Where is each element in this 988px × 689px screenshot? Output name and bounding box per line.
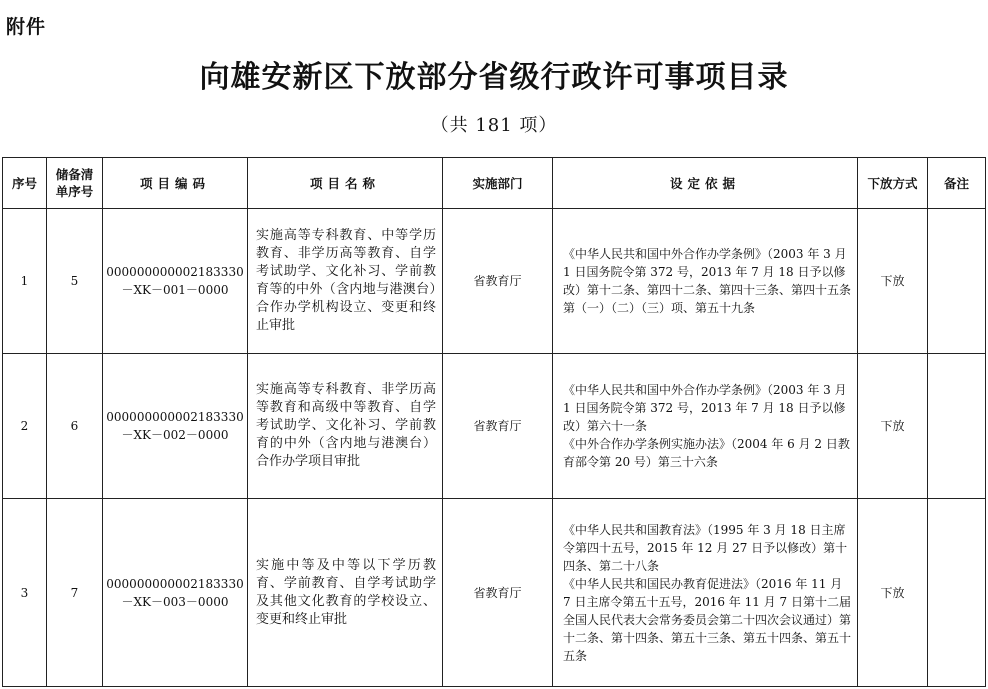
header-basis: 设定依据 — [553, 158, 858, 209]
row-basis — [553, 354, 858, 499]
row-code-line2: －XK－003－0000 — [121, 594, 229, 609]
row-remark — [928, 209, 986, 354]
row-item-name: 实施高等专科教育、中等学历教育、非学历高等教育、自学考试助学、文化补习、学前教育等的中外（含内地与港澳台）合作办学机构设立、变更和终止审批 — [248, 209, 443, 354]
table-header-row — [3, 158, 986, 209]
header-backup-seq: 储备清单序号 — [47, 158, 103, 209]
row-item-name: 实施高等专科教育、非学历高等教育和高级中等教育、自学考试助学、文化补习、学前教育的中外（含内地与港澳台）合作办学项目审批 — [248, 354, 443, 499]
row-code-line1: 000000000002183330 — [106, 576, 244, 591]
page-title: 向雄安新区下放部分省级行政许可事项目录 — [199, 60, 789, 95]
header-method: 下放方式 — [858, 158, 928, 209]
attachment-label: 附件 — [6, 16, 47, 38]
header-dept: 实施部门 — [443, 158, 553, 209]
row-code-line2: －XK－001－0000 — [121, 283, 229, 297]
row-backup-seq: 5 — [47, 209, 103, 354]
basis-entry: 《中华人民共和国民办教育促进法》（2016 年 11 月 7 日主席令第五十五号，2016 年 11 月 7 日第十二届全国人民代表大会常务委员会第二十四次会议通过）第十二条、第十四条、第五十三条、第五十四条、第五十五条 — [563, 576, 852, 663]
header-code: 项目编码 — [103, 158, 248, 209]
table-row — [3, 499, 986, 687]
item-count-subtitle: （共 181 项） — [430, 115, 558, 136]
row-item-name: 实施中等及中等以下学历教育、学前教育、自学考试助学及其他文化教育的学校设立、变更和终止审批 — [248, 499, 443, 687]
header-name: 项目名称 — [248, 158, 443, 209]
row-method: 下放 — [858, 354, 928, 499]
row-code — [103, 354, 248, 499]
row-code-line1: 000000000002183330 — [106, 410, 244, 424]
row-code — [103, 209, 248, 354]
row-backup-seq: 6 — [47, 354, 103, 499]
row-code-line1: 000000000002183330 — [106, 265, 244, 279]
row-method: 下放 — [858, 209, 928, 354]
row-method: 下放 — [858, 499, 928, 687]
row-code — [103, 499, 248, 687]
basis-entry: 《中外合作办学条例实施办法》（2004 年 6 月 2 日教育部令第 20 号）第三十六条 — [563, 437, 850, 469]
row-remark — [928, 354, 986, 499]
header-seq: 序号 — [3, 158, 47, 209]
header-remark: 备注 — [928, 158, 986, 209]
row-dept: 省教育厅 — [443, 354, 553, 499]
table-row — [3, 354, 986, 499]
row-backup-seq: 7 — [47, 499, 103, 687]
permit-items-table — [2, 157, 986, 687]
row-dept: 省教育厅 — [443, 209, 553, 354]
basis-entry: 《中华人民共和国教育法》（1995 年 3 月 18 日主席令第四十五号，2015 年 12 月 27 日予以修改）第十四条、第二十八条 — [563, 522, 848, 573]
basis-entry: 《中华人民共和国中外合作办学条例》（2003 年 3 月 1 日国务院令第 372 号，2013 年 7 月 18 日予以修改）第十二条、第四十二条、第四十三条、第四十五条第（一）（二）（三）项、第五十九条 — [563, 247, 852, 315]
row-seq: 3 — [3, 499, 47, 687]
table-row — [3, 209, 986, 354]
row-basis — [553, 499, 858, 687]
row-dept: 省教育厅 — [443, 499, 553, 687]
row-seq: 1 — [3, 209, 47, 354]
row-seq: 2 — [3, 354, 47, 499]
basis-entry: 《中华人民共和国中外合作办学条例》（2003 年 3 月 1 日国务院令第 372 号，2013 年 7 月 18 日予以修改）第六十一条 — [563, 383, 851, 433]
row-remark — [928, 499, 986, 687]
row-basis — [553, 209, 858, 354]
row-code-line2: －XK－002－0000 — [121, 428, 229, 442]
